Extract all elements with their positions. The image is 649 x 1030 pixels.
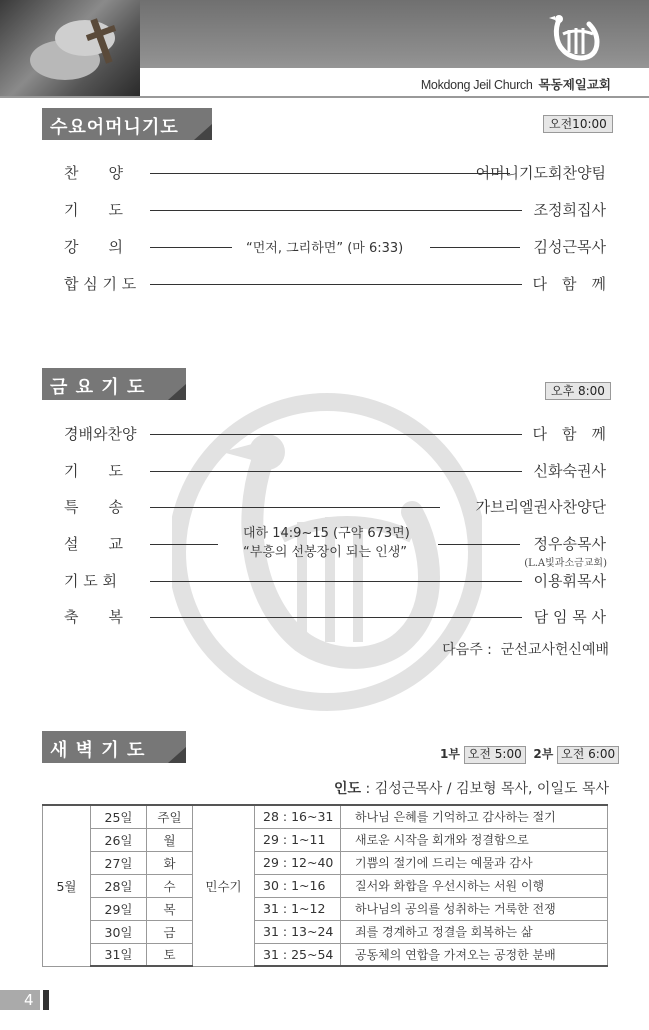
header-rule <box>0 96 649 98</box>
program-role: 찬 양 <box>64 164 123 182</box>
date-cell: 26일 <box>91 828 147 851</box>
program-role: 경배와찬양 <box>64 425 137 443</box>
day-cell: 토 <box>147 943 193 966</box>
leader-line <box>150 471 522 472</box>
part2-time: 오전 6:00 <box>557 746 619 764</box>
next-week-value: 군선교사헌신예배 <box>500 642 609 658</box>
leader-line <box>150 210 522 211</box>
program-row <box>60 162 610 186</box>
table-row <box>43 920 608 943</box>
preacher-church-note: (L.A빛과소금교회) <box>524 558 607 569</box>
program-row <box>60 236 610 260</box>
leader-line <box>150 434 522 435</box>
program-person: 신화숙권사 <box>533 462 606 480</box>
leader-line <box>430 247 520 248</box>
month-cell: 5월 <box>43 805 91 966</box>
friday-time-badge: 오후 8:00 <box>545 382 611 400</box>
leader-line <box>150 284 522 285</box>
program-row <box>60 496 610 520</box>
book-cell: 민수기 <box>193 805 255 966</box>
verse-cell: 31 : 13~24 <box>255 920 341 943</box>
sermon-title: “부흥의 선봉장이 되는 인생” <box>243 545 408 560</box>
program-person: 이용휘목사 <box>533 572 606 590</box>
dawn-schedule-table <box>42 804 608 967</box>
church-name-ko: 목동제일교회 <box>538 77 611 92</box>
leader-label: 인도 <box>334 781 362 797</box>
program-row <box>60 199 610 223</box>
date-cell: 31일 <box>91 943 147 966</box>
leader-line <box>438 544 520 545</box>
page-header <box>0 0 649 96</box>
praying-hands-photo <box>0 0 140 96</box>
program-row <box>60 606 610 630</box>
page-number: 4 <box>0 990 40 1010</box>
program-role: 강 의 <box>64 238 123 256</box>
program-role: 기 도 <box>64 462 123 480</box>
lyre-dove-icon <box>545 12 605 68</box>
wednesday-section-title <box>42 108 190 164</box>
leader-line <box>150 173 510 174</box>
wednesday-title-text: 수요어머니기도회 <box>50 117 179 164</box>
program-person: 조정희집사 <box>533 201 606 219</box>
verse-cell: 31 : 1~12 <box>255 897 341 920</box>
topic-cell: 새로운 시작을 회개와 정결함으로 <box>341 828 608 851</box>
program-role: 기 도 회 <box>64 572 118 590</box>
day-cell: 월 <box>147 828 193 851</box>
part1-time: 오전 5:00 <box>464 746 526 764</box>
program-person: 김성근목사 <box>533 238 606 256</box>
verse-cell: 29 : 12~40 <box>255 851 341 874</box>
topic-cell: 질서와 화합을 우선시하는 서원 이행 <box>341 874 608 897</box>
table-row <box>43 851 608 874</box>
leader-line <box>150 617 522 618</box>
table-row <box>43 874 608 897</box>
date-cell: 27일 <box>91 851 147 874</box>
program-person: 어머니기도회찬양팀 <box>475 164 606 182</box>
program-role: 기 도 <box>64 201 123 219</box>
topic-cell: 기쁨의 절기에 드리는 예물과 감사 <box>341 851 608 874</box>
page-number-bar <box>43 990 49 1010</box>
friday-title-text: 금 요 기 도 회 <box>50 377 146 424</box>
program-role: 합 심 기 도 <box>64 275 137 293</box>
leader-names: : 김성근목사 / 김보형 목사, 이일도 목사 <box>361 781 609 797</box>
sermon-title: “먼저, 그리하면” (마 6:33) <box>246 241 404 256</box>
topic-cell: 하나님 은혜를 기억하고 감사하는 절기 <box>341 805 608 828</box>
table-row <box>43 943 608 966</box>
dawn-leaders <box>334 778 609 798</box>
part1-label: 1부 <box>440 747 460 761</box>
program-person: 정우송목사 <box>533 535 606 553</box>
leader-line <box>150 581 522 582</box>
dawn-section-title <box>42 731 164 787</box>
program-person: 다 함 께 <box>532 275 606 293</box>
verse-cell: 31 : 25~54 <box>255 943 341 966</box>
verse-cell: 30 : 1~16 <box>255 874 341 897</box>
next-week-label: 다음주 : <box>442 642 492 658</box>
date-cell: 28일 <box>91 874 147 897</box>
program-row <box>60 460 610 484</box>
day-cell: 화 <box>147 851 193 874</box>
sermon-scripture: 대하 14:9~15 (구약 673면) <box>243 526 410 541</box>
leader-line <box>150 247 232 248</box>
day-cell: 주일 <box>147 805 193 828</box>
verse-cell: 28 : 16~31 <box>255 805 341 828</box>
part2-label: 2부 <box>533 747 554 761</box>
program-person: 가브리엘권사찬양단 <box>475 498 606 516</box>
date-cell: 30일 <box>91 920 147 943</box>
topic-cell: 죄를 경계하고 정결을 회복하는 삶 <box>341 920 608 943</box>
date-cell: 25일 <box>91 805 147 828</box>
program-person: 담 임 목 사 <box>533 608 606 626</box>
day-cell: 목 <box>147 897 193 920</box>
table-row <box>43 805 608 828</box>
next-week-note <box>442 639 609 659</box>
day-cell: 수 <box>147 874 193 897</box>
program-role: 축 복 <box>64 608 123 626</box>
program-row <box>60 273 610 297</box>
day-cell: 금 <box>147 920 193 943</box>
topic-cell: 하나님의 공의를 성취하는 거룩한 전쟁 <box>341 897 608 920</box>
leader-line <box>150 544 218 545</box>
topic-cell: 공동체의 연합을 가져오는 공정한 분배 <box>341 943 608 966</box>
table-row <box>43 897 608 920</box>
verse-cell: 29 : 1~11 <box>255 828 341 851</box>
friday-section-title <box>42 368 164 424</box>
date-cell: 29일 <box>91 897 147 920</box>
church-name-en: Mokdong Jeil Church <box>420 78 533 92</box>
leader-line <box>150 507 440 508</box>
wednesday-time-badge: 오전10:00 <box>543 115 613 133</box>
church-name <box>421 75 611 93</box>
program-row <box>60 423 610 447</box>
program-person: 다 함 께 <box>532 425 606 443</box>
program-row <box>60 570 610 594</box>
program-role: 설 교 <box>64 535 123 553</box>
dawn-times <box>440 745 619 764</box>
program-role: 특 송 <box>64 498 123 516</box>
dawn-title-text: 새 벽 기 도 회 <box>50 740 146 787</box>
table-row <box>43 828 608 851</box>
